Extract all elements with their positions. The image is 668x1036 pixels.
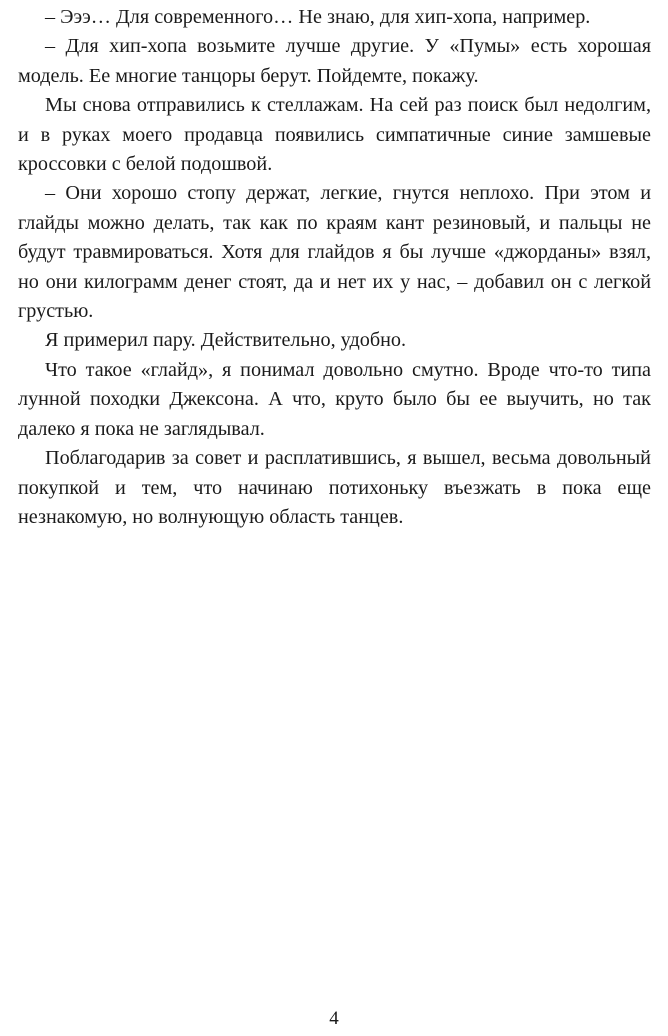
page-number: 4 [329, 1008, 339, 1029]
paragraph: – Для хип-хопа возьмите лучше другие. У «Пумы» есть хорошая модель. Ее многие танцоры берут. Пойдемте, покажу. [18, 35, 651, 87]
paragraph: Мы снова отправились к стеллажам. На сей раз поиск был недолгим, и в руках моего продавца появились симпатичные синие замшевые кроссовки с белой подошвой. [18, 94, 651, 176]
paragraph: Что такое «глайд», я понимал довольно смутно. Вроде что-то типа лунной походки Джексона. А что, круто было бы ее выучить, но так далеко я пока не заглядывал. [18, 358, 651, 440]
paragraph: – Эээ… Для современного… Не знаю, для хип-хопа, например. [45, 6, 591, 28]
page-text [18, 3, 651, 532]
paragraph: – Они хорошо стопу держат, легкие, гнутся неплохо. При этом и глайды можно делать, так как по краям кант резиновый, и пальцы не будут травмироваться. Хотя для глайдов я бы лучше «джорданы» взял, но они килограмм денег стоят, да и нет их у нас, – добавил он с легкой грустью. [18, 182, 651, 323]
paragraph: Поблагодарив за совет и расплатившись, я вышел, весьма довольный покупкой и тем, что начинаю потихоньку въезжать в пока еще незнакомую, но волнующую область танцев. [18, 447, 651, 528]
paragraph: Я примерил пару. Действительно, удобно. [45, 329, 407, 352]
